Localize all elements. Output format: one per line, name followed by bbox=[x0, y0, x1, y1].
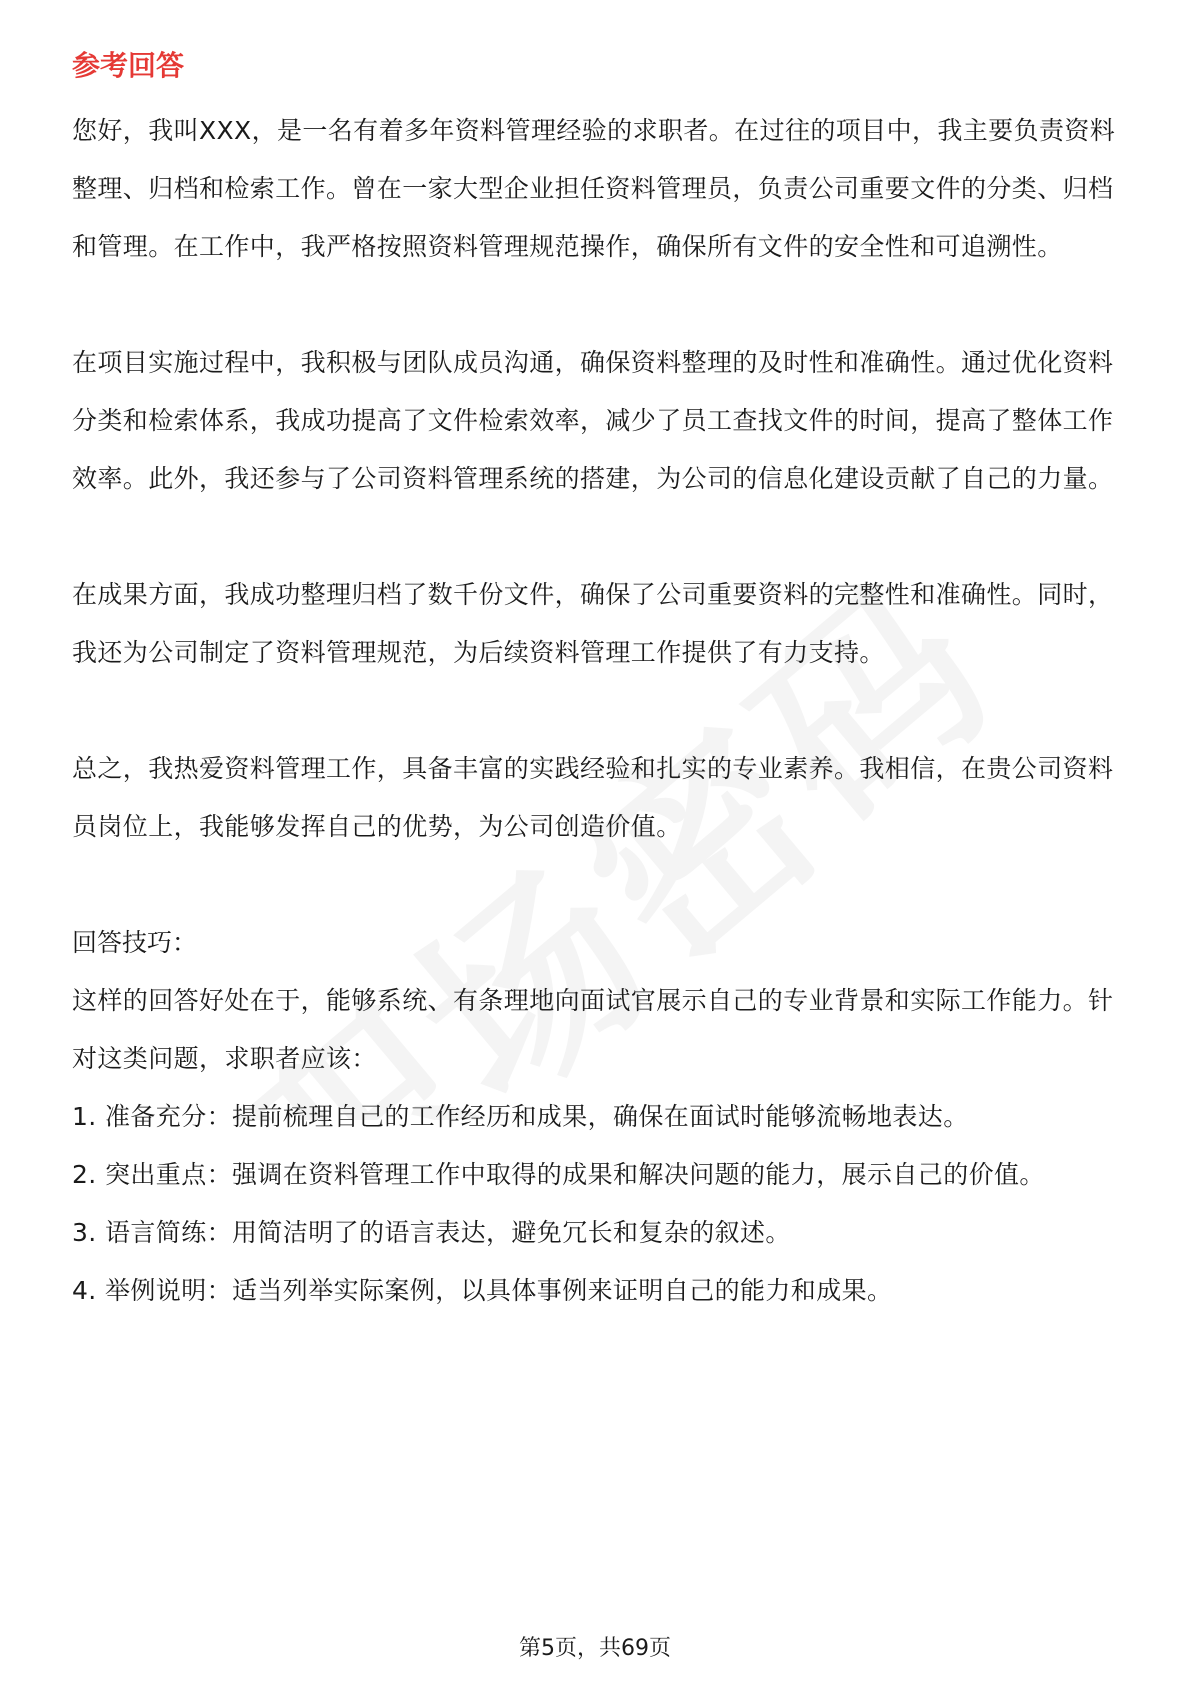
paragraph-gap bbox=[72, 508, 1122, 566]
paragraph-gap bbox=[72, 276, 1122, 334]
tip-item-2: 2. 突出重点：强调在资料管理工作中取得的成果和解决问题的能力，展示自己的价值。 bbox=[72, 1160, 1045, 1189]
paragraph-gap bbox=[72, 682, 1122, 740]
page-number: 第5页，共69页 bbox=[519, 1636, 671, 1661]
document-body bbox=[72, 46, 1122, 1320]
answer-paragraph-2: 在项目实施过程中，我积极与团队成员沟通，确保资料整理的及时性和准确性。通过优化资料分类和检索体系，我成功提高了文件检索效率，减少了员工查找文件的时间，提高了整体工作效率。此外，我还参与了公司资料管理系统的搭建，为公司的信息化建设贡献了自己的力量。 bbox=[72, 348, 1114, 493]
tips-intro: 这样的回答好处在于，能够系统、有条理地向面试官展示自己的专业背景和实际工作能力。针对这类问题，求职者应该： bbox=[72, 986, 1114, 1073]
tip-item-1: 1. 准备充分：提前梳理自己的工作经历和成果，确保在面试时能够流畅地表达。 bbox=[72, 1102, 969, 1131]
answer-paragraph-4: 总之，我热爱资料管理工作，具备丰富的实践经验和扎实的专业素养。我相信，在贵公司资料员岗位上，我能够发挥自己的优势，为公司创造价值。 bbox=[72, 754, 1114, 841]
tips-title: 回答技巧： bbox=[72, 928, 198, 957]
tip-item-3: 3. 语言简练：用简洁明了的语言表达，避免冗长和复杂的叙述。 bbox=[72, 1218, 791, 1247]
section-heading: 参考回答 bbox=[72, 49, 185, 82]
tip-item-4: 4. 举例说明：适当列举实际案例，以具体事例来证明自己的能力和成果。 bbox=[72, 1276, 893, 1305]
answer-paragraph-3: 在成果方面，我成功整理归档了数千份文件，确保了公司重要资料的完整性和准确性。同时，我还为公司制定了资料管理规范，为后续资料管理工作提供了有力支持。 bbox=[72, 580, 1114, 667]
paragraph-gap bbox=[72, 856, 1122, 914]
answer-paragraph-1: 您好，我叫XXX，是一名有着多年资料管理经验的求职者。在过往的项目中，我主要负责资料整理、归档和检索工作。曾在一家大型企业担任资料管理员，负责公司重要文件的分类、归档和管理。在工作中，我严格按照资料管理规范操作，确保所有文件的安全性和可追溯性。 bbox=[72, 116, 1116, 261]
